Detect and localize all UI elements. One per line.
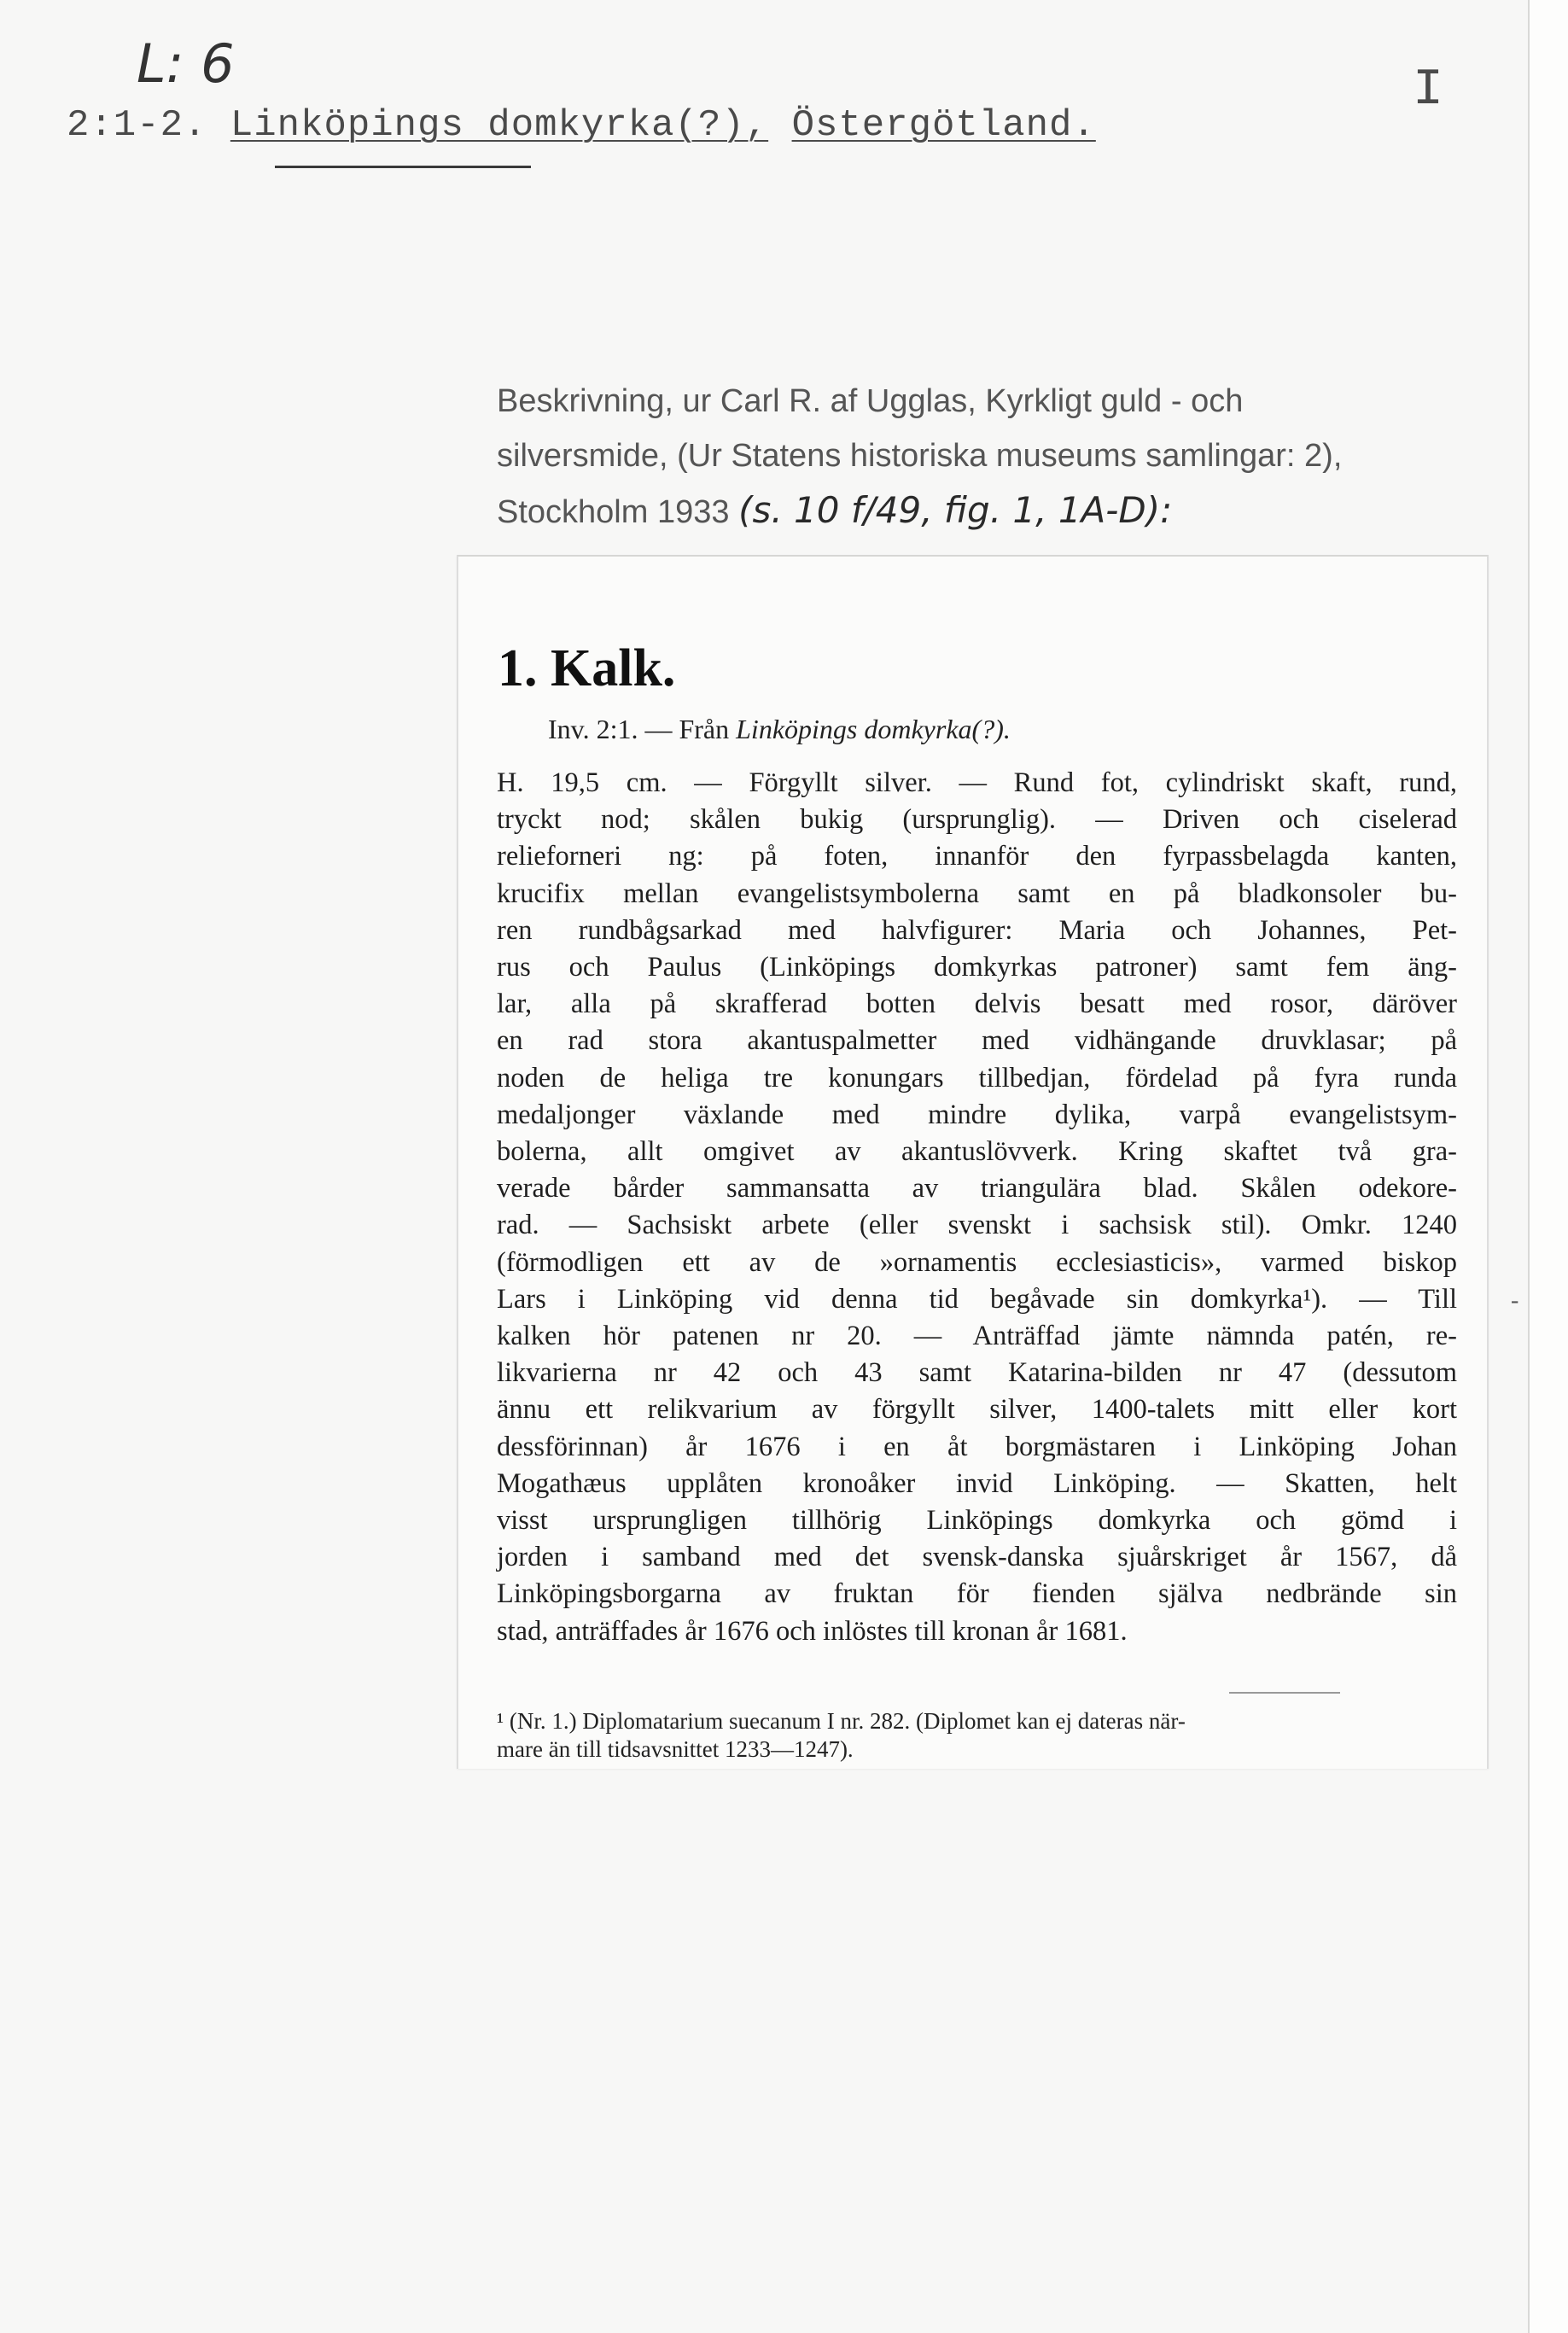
intro-line: Beskrivning, ur Carl R. af Ugglas, Kyrkligt guld - och (497, 383, 1244, 419)
heading-region: Östergötland. (791, 104, 1096, 147)
description-line: noden de heliga tre konungars tillbedjan, fördelad på fyra runda (497, 1062, 1457, 1094)
description-line: Linköpingsborgarna av fruktan för fienden själva nedbrände sin (497, 1578, 1457, 1610)
heading-location: Linköpings domkyrka(?), (230, 104, 769, 147)
entry-title: 1. Kalk. (498, 639, 676, 697)
description-line: dessförinnan) år 1676 i en åt borgmästaren i Linköping Johan (497, 1431, 1457, 1462)
handwritten-reference: L: 6 (137, 32, 235, 95)
description-line: medaljonger växlande med mindre dylika, varpå evangelistsym- (497, 1099, 1457, 1130)
inventory-prefix: Inv. 2:1. — Från (548, 714, 730, 744)
description-line: H. 19,5 cm. — Förgyllt silver. — Rund fot, cylindriskt skaft, rund, (497, 767, 1457, 798)
intro-place-year: Stockholm 1933 (497, 494, 730, 530)
entry-description (497, 765, 1457, 1650)
description-line: en rad stora akantuspalmetter med vidhängande druvklasar; på (497, 1025, 1457, 1057)
margin-mark: - (1511, 1287, 1519, 1314)
intro-line (497, 483, 1504, 540)
footnote (497, 1707, 1461, 1764)
description-line: relieforneri ng: på foten, innanför den fyrpassbelagda kanten, (497, 841, 1457, 872)
description-line: ren rundbågsarkad med halvfigurer: Maria och Johannes, Pet- (497, 914, 1457, 946)
intro-citation (497, 374, 1504, 540)
footnote-mark (1229, 1692, 1340, 1694)
footnote-line: ¹ (Nr. 1.) Diplomatarium suecanum I nr. 282. (Diplomet kan ej dateras när- (497, 1708, 1186, 1734)
description-line: krucifix mellan evangelistsymbolerna samt en på bladkonsoler bu- (497, 878, 1457, 909)
footnote-line: mare än till tidsavsnittet 1233—1247). (497, 1736, 854, 1762)
intro-line: silversmide, (Ur Statens historiska museums samlingar: 2), (497, 438, 1343, 474)
inventory-source: Linköpings domkyrka(?). (736, 714, 1011, 744)
description-line: rus och Paulus (Linköpings domkyrkas patroner) samt fem äng- (497, 952, 1457, 983)
description-line: lar, alla på skrafferad botten delvis besatt med rosor, däröver (497, 989, 1457, 1020)
description-line: (förmodligen ett av de »ornamentis ecclesiasticis», varmed biskop (497, 1246, 1457, 1278)
description-line: Lars i Linköping vid denna tid begåvade sin domkyrka¹). — Till (497, 1283, 1457, 1315)
description-line: stad, anträffades år 1676 och inlöstes till kronan år 1681. (497, 1615, 1128, 1647)
description-line: kalken hör patenen nr 20. — Anträffad jämte nämnda patén, re- (497, 1321, 1457, 1352)
sheet-numeral: I (1413, 61, 1444, 120)
description-line: bolerna, allt omgivet av akantuslövverk. Kring skaftet två gra- (497, 1136, 1457, 1168)
heading-underline (275, 166, 531, 168)
description-line: Mogathæus upplåten kronoåker invid Linköping. — Skatten, helt (497, 1467, 1457, 1499)
heading-prefix: 2:1-2. (67, 104, 207, 147)
description-line: rad. — Sachsiskt arbete (eller svenskt i sachsisk stil). Omkr. 1240 (497, 1210, 1457, 1241)
description-line: tryckt nod; skålen bukig (ursprunglig). — Driven och ciselerad (497, 804, 1457, 836)
description-line: likvarierna nr 42 och 43 samt Katarina-bilden nr 47 (dessutom (497, 1357, 1457, 1389)
description-line: verade bårder sammansatta av triangulära blad. Skålen odekore- (497, 1173, 1457, 1204)
description-line: jorden i samband med det svensk-danska sjuårskriget år 1567, då (497, 1542, 1457, 1573)
description-line: visst ursprungligen tillhörig Linköpings domkyrka och gömd i (497, 1505, 1457, 1537)
description-line: ännu ett relikvarium av förgyllt silver, 1400-talets mitt eller kort (497, 1394, 1457, 1426)
handwritten-page-ref: (s. 10 f/49, fig. 1, 1A-D): (738, 489, 1173, 531)
card-heading (67, 104, 1096, 147)
inventory-line (548, 714, 1011, 745)
